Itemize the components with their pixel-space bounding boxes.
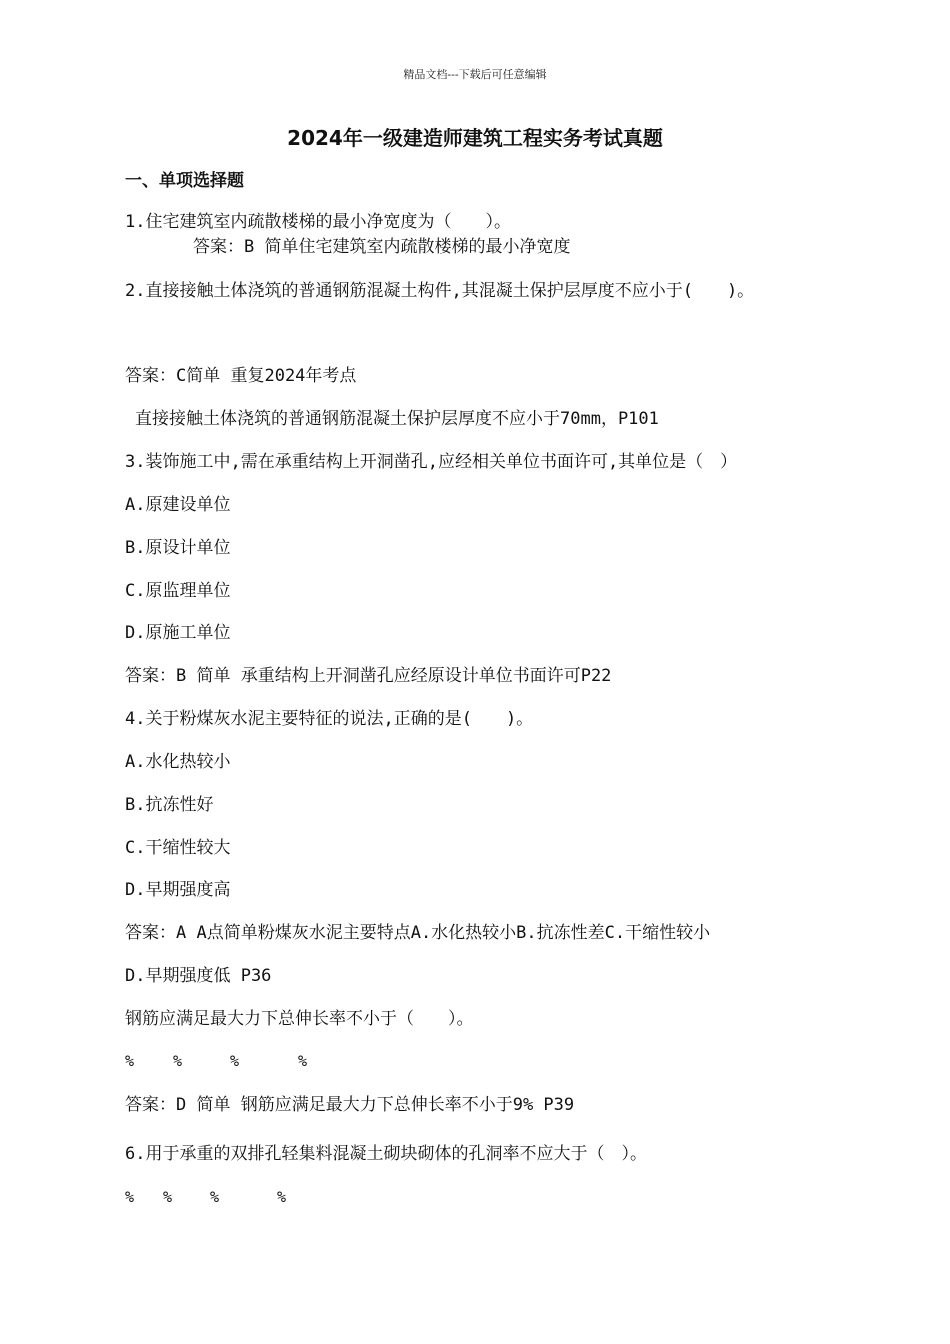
option-3d: D.原施工单位 [125, 623, 231, 643]
answer-5: 答案：D 简单 钢筋应满足最大力下总伸长率不小于9% P39 [125, 1095, 575, 1115]
option-6a: % [125, 1188, 135, 1206]
question-6: 6.用于承重的双排孔轻集料混凝土砌块砌体的孔洞率不应大于（ ）。 [125, 1144, 647, 1164]
answer-3: 答案：B 简单 承重结构上开洞凿孔应经原设计单位书面许可P22 [125, 666, 612, 686]
question-2: 2.直接接触土体浇筑的普通钢筋混凝土构件,其混凝土保护层厚度不应小于( )。 [125, 281, 755, 301]
option-6b: % [163, 1188, 173, 1206]
question-3: 3.装饰施工中,需在承重结构上开洞凿孔,应经相关单位书面许可,其单位是（ ） [125, 452, 738, 472]
answer-2-detail: 直接接触土体浇筑的普通钢筋混凝土保护层厚度不应小于70mm，P101 [135, 409, 659, 429]
option-3a: A.原建设单位 [125, 495, 231, 515]
answer-4-cont: D.早期强度低 P36 [125, 966, 272, 986]
option-5c: % [230, 1052, 240, 1070]
option-5a: % [125, 1052, 135, 1070]
answer-1: 答案：B 简单住宅建筑室内疏散楼梯的最小净宽度 [193, 237, 571, 257]
answer-4: 答案：A A点简单粉煤灰水泥主要特点A.水化热较小B.抗冻性差C.干缩性较小 [125, 923, 711, 943]
option-4c: C.干缩性较大 [125, 838, 231, 858]
document-title: 2024年一级建造师建筑工程实务考试真题 [287, 126, 663, 150]
page-header: 精品文档---下载后可任意编辑 [403, 68, 547, 81]
option-4b: B.抗冻性好 [125, 795, 214, 815]
option-4d: D.早期强度高 [125, 880, 231, 900]
option-6c: % [210, 1188, 220, 1206]
question-5: 钢筋应满足最大力下总伸长率不小于（ ）。 [125, 1009, 474, 1029]
option-3c: C.原监理单位 [125, 581, 231, 601]
question-1: 1.住宅建筑室内疏散楼梯的最小净宽度为（ ）。 [125, 212, 511, 232]
option-4a: A.水化热较小 [125, 752, 231, 772]
option-3b: B.原设计单位 [125, 538, 231, 558]
question-4: 4.关于粉煤灰水泥主要特征的说法,正确的是( )。 [125, 709, 534, 729]
option-5d: % [298, 1052, 308, 1070]
option-6d: % [277, 1188, 287, 1206]
answer-2: 答案：C简单 重复2024年考点 [125, 366, 357, 386]
section-heading: 一、单项选择题 [125, 171, 244, 191]
option-5b: % [173, 1052, 183, 1070]
